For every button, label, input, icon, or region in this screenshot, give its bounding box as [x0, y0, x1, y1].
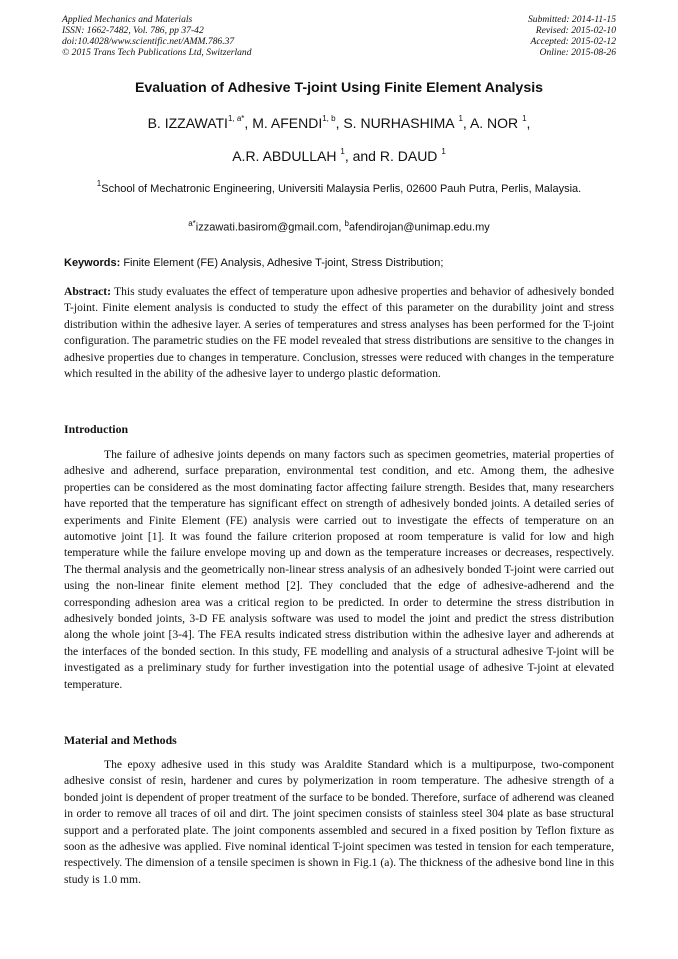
author-name: B. IZZAWATI — [147, 115, 228, 131]
author-name: S. NURHASHIMA — [343, 115, 455, 131]
keywords — [64, 257, 616, 269]
author-superscript: 1 — [340, 147, 345, 157]
journal-issn: ISSN: 1662-7482, Vol. 786, pp 37-42 — [62, 25, 204, 36]
author-name: M. AFENDI — [252, 115, 323, 131]
author-name: A.R. ABDULLAH — [232, 148, 337, 164]
author-separator: , — [462, 115, 470, 131]
affiliation-text: School of Mechatronic Engineering, Universiti Malaysia Perlis, 02600 Pauh Putra, Perlis, Malaysia. — [101, 183, 582, 195]
email-b: afendirojan@unimap.edu.my — [348, 221, 490, 234]
author-separator: , — [244, 115, 253, 131]
date-revised: Revised: 2015-02-10 — [535, 25, 616, 36]
introduction-paragraph: The failure of adhesive joints depends on many factors such as specimen geometries, material properties of adhesive and adherend, surface preparation, environmental test condition, and etc. Among them, the adhesive properties can be considered as the most dominating factor affecting failure strength. Besides that, many researchers have reported that the temperature has significant effect on strength of adhesively bonded joints. A detailed series of experiments and Finite Element (FE) analysis were carried out to investigate the effects of temperature on an automotive joint [1]. It was found the failure criterion proposed at room temperature is valid for low and high temperature while the failure envelope moving up and down as the temperature increases or decreases, respectively. The thermal analysis and the geometrically non-linear stress analysis of an adhesively bonded T-joint were carried out using the non-linear finite element method [2]. They concluded that the edge of adhesive-adherend and the corresponding adhesion area was a critical region to be predicted. In order to determine the stress distribution in adhesively bonded joints, 3-D FE analysis software was used to model the joint and predict the stress distribution along the whole joint [3-4]. The FEA results indicated stress distribution within the adhesive layer and adherends at the interfaces of the bonded section. In this study, FE modelling and analysis of a structural adhesive T-joint will be investigated as a preliminary study for further investigation into the potential usage of adhesive T-joint at elevated temperature. — [64, 448, 614, 691]
email-superscript-b: b — [344, 219, 349, 228]
email-separator: , — [338, 221, 345, 234]
journal-name: Applied Mechanics and Materials — [62, 14, 193, 25]
keywords-label: Keywords: — [64, 257, 121, 269]
abstract-text: This study evaluates the effect of temperature upon adhesive properties and behavior of adhesively bonded T-joint. Finite element analysis is conducted to study the effect of this parameter on the durability joint and stress distribution within the adhesive layer. A series of temperatures and stress analyses has been performed for the T-joint configuration. The parametric studies on the FE model revealed that stress distributions are sensitive to the changes in adhesive properties due to changes in temperature. Conclusion, stresses were reduced with changes in the temperature which resulted in the ability of the adhesive layer to undergo plastic deformation. — [64, 285, 614, 381]
author-superscript: 1 — [458, 114, 463, 124]
author-line-1 — [40, 115, 638, 131]
journal-header-left — [62, 14, 252, 58]
introduction-heading: Introduction — [64, 422, 129, 436]
materials-paragraph: The epoxy adhesive used in this study was Araldite Standard which is a multipurpose, two-component adhesive consist of resin, hardener and cures by polymerization in room temperature. The adhesive strength of a bonded joint is dependent of proper treatment of the surface to be bonded. Therefore, surface of adherend was cleaned in order to remove all traces of oil and dirt. The joint specimen consists of stainless steel 304 plate as base structural support and a perforated plate. The joint components assembled and secured in a fixed position by Teflon fixture as soon as the adhesive was applied. Five nominal identical T-joint specimen was tested in tension for each temperature, respectively. The dimension of a tensile specimen is shown in Fig.1 (a). The thickness of the adhesive bond line in this study is 1.0 mm. — [64, 758, 614, 886]
journal-copyright: © 2015 Trans Tech Publications Ltd, Switzerland — [62, 47, 252, 58]
date-submitted: Submitted: 2014-11-15 — [527, 14, 616, 25]
author-separator: , — [335, 115, 344, 131]
paper-title: Evaluation of Adhesive T-joint Using Finite Element Analysis — [134, 80, 544, 96]
author-line-2 — [40, 148, 638, 164]
author-separator: , and — [344, 148, 380, 164]
date-accepted: Accepted: 2015-02-12 — [530, 36, 616, 47]
author-superscript: 1 — [522, 114, 527, 124]
date-online: Online: 2015-08-26 — [539, 47, 616, 58]
materials-heading: Material and Methods — [64, 733, 177, 747]
author-name: A. NOR — [469, 115, 519, 131]
email-a: izzawati.basirom@gmail.com — [195, 221, 339, 234]
journal-doi: doi:10.4028/www.scientific.net/AMM.786.37 — [62, 36, 235, 47]
journal-header-right — [528, 14, 616, 58]
email-superscript-a: a* — [188, 219, 196, 228]
affiliation-superscript: 1 — [96, 179, 102, 189]
keywords-text: Finite Element (FE) Analysis, Adhesive T-joint, Stress Distribution; — [123, 257, 444, 269]
author-superscript: 1, b — [322, 114, 336, 124]
author-name: R. DAUD — [379, 148, 438, 164]
abstract — [64, 284, 614, 382]
affiliation — [80, 181, 598, 197]
author-separator: , — [526, 115, 531, 131]
author-superscript: 1, a* — [227, 114, 245, 124]
author-superscript: 1 — [441, 147, 446, 157]
author-emails — [40, 219, 638, 234]
abstract-label: Abstract: — [64, 285, 112, 298]
